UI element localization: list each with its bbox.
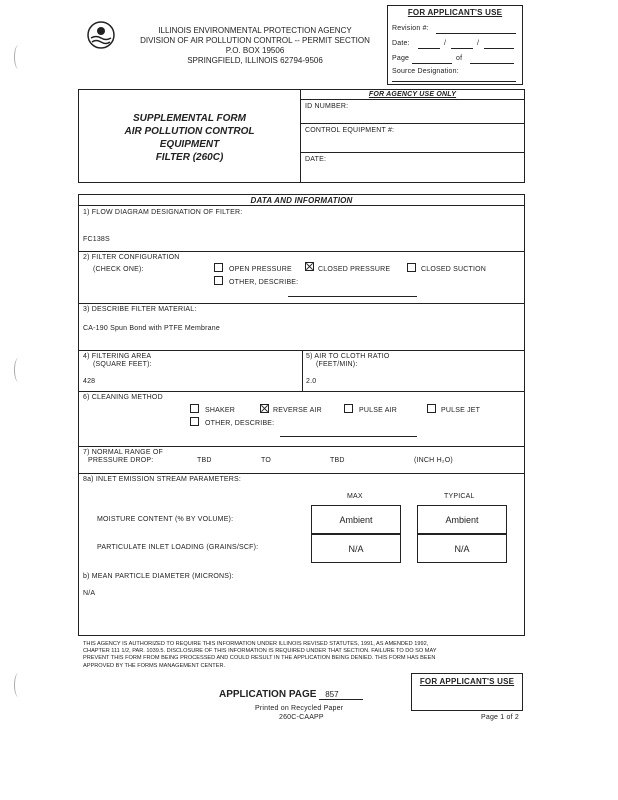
pulse-air-checkbox[interactable]: [344, 404, 353, 413]
shaker-checkbox[interactable]: [190, 404, 199, 413]
pulse-jet-label: PULSE JET: [441, 407, 481, 414]
divider: [302, 350, 303, 391]
q8b-label: b) MEAN PARTICLE DIAMETER (MICRONS):: [83, 573, 234, 580]
page-field[interactable]: [412, 63, 452, 64]
q5-value[interactable]: 2.0: [306, 378, 317, 385]
q2-label: 2) FILTER CONFIGURATION: [83, 254, 180, 261]
id-number-label: ID NUMBER:: [305, 103, 349, 110]
moisture-typical-field[interactable]: Ambient: [417, 505, 507, 534]
open-pressure-checkbox[interactable]: [214, 263, 223, 272]
control-equipment-label: CONTROL EQUIPMENT #:: [305, 127, 395, 134]
application-page-label: APPLICATION PAGE: [219, 689, 317, 700]
agency-line: DIVISION OF AIR POLLUTION CONTROL -- PERMIT SECTION: [140, 36, 370, 45]
moisture-label: MOISTURE CONTENT (% BY VOLUME):: [97, 516, 234, 523]
divider: [79, 303, 524, 304]
form-title: [79, 112, 300, 164]
typical-header: TYPICAL: [444, 493, 475, 500]
illinois-epa-logo: [86, 20, 116, 50]
punch-hole: [14, 45, 23, 69]
source-label: Source Designation:: [392, 68, 459, 75]
moisture-max-field[interactable]: Ambient: [311, 505, 401, 534]
pressure-to-label: TO: [261, 457, 271, 464]
divider: [301, 123, 524, 124]
application-page: [219, 689, 363, 700]
date-separator: /: [444, 40, 447, 47]
applicant-use-box: [387, 5, 523, 85]
punch-hole: [14, 358, 23, 382]
revision-label: Revision #:: [392, 25, 429, 32]
q1-value[interactable]: FC138S: [83, 236, 110, 243]
other-config-label: OTHER, DESCRIBE:: [229, 279, 299, 286]
other-config-field[interactable]: [288, 296, 417, 297]
recycled-note: Printed on Recycled Paper: [255, 705, 344, 712]
disclaimer-line: APPROVED BY THE FORMS MANAGEMENT CENTER.: [83, 662, 226, 669]
closed-pressure-checkbox[interactable]: [305, 262, 314, 271]
disclaimer-line: CHAPTER 111 1/2, PAR. 1039.5. DISCLOSURE OF THIS INFORMATION IS REQUIRED UNDER THAT SECTION. FAILURE TO DO SO MAY: [83, 648, 437, 655]
disclaimer: [83, 641, 523, 670]
applicant-use-title: FOR APPLICANT'S USE: [407, 8, 503, 17]
footer-applicant-title: FOR APPLICANT'S USE: [419, 677, 515, 686]
pressure-from-value[interactable]: TBD: [197, 457, 212, 464]
closed-suction-checkbox[interactable]: [407, 263, 416, 272]
closed-pressure-label: CLOSED PRESSURE: [318, 266, 391, 273]
section-title: DATA AND INFORMATION: [250, 196, 353, 205]
other-cleaning-label: OTHER, DESCRIBE:: [205, 420, 275, 427]
agency-use-header: [301, 90, 524, 99]
agency-use-title: FOR AGENCY USE ONLY: [368, 91, 457, 98]
q8a-label: 8a) INLET EMISSION STREAM PARAMETERS:: [83, 476, 242, 483]
pressure-to-value[interactable]: TBD: [330, 457, 345, 464]
q7-sub: PRESSURE DROP:: [88, 457, 154, 464]
punch-hole: [14, 673, 23, 697]
source-field[interactable]: [392, 81, 516, 82]
agency-line: SPRINGFIELD, ILLINOIS 62794-9506: [187, 56, 323, 65]
divider: [79, 391, 524, 392]
shaker-label: SHAKER: [205, 407, 235, 414]
other-cleaning-checkbox[interactable]: [190, 417, 199, 426]
q3-label: 3) DESCRIBE FILTER MATERIAL:: [83, 306, 197, 313]
title-block: [78, 89, 525, 183]
form-title-line: SUPPLEMENTAL FORM: [133, 113, 246, 124]
divider: [79, 446, 524, 447]
agency-line: P.O. BOX 19506: [225, 46, 285, 55]
particulate-label: PARTICULATE INLET LOADING (GRAINS/SCF):: [97, 544, 259, 551]
q6-label: 6) CLEANING METHOD: [83, 394, 163, 401]
date-year-field[interactable]: [484, 48, 514, 49]
q4-sub: (SQUARE FEET):: [93, 361, 152, 368]
divider: [79, 205, 524, 206]
date-month-field[interactable]: [418, 48, 440, 49]
of-label: of: [456, 55, 463, 62]
date-day-field[interactable]: [451, 48, 473, 49]
other-cleaning-field[interactable]: [280, 436, 417, 437]
q4-label: 4) FILTERING AREA: [83, 353, 152, 360]
reverse-air-label: REVERSE AIR: [273, 407, 322, 414]
disclaimer-line: PREVENT THIS FORM FROM BEING PROCESSED AND COULD RESULT IN THE APPLICATION BEING DENIED. THIS FORM HAS BEEN: [83, 655, 436, 662]
data-table: [78, 194, 525, 636]
particulate-typical-field[interactable]: N/A: [417, 534, 507, 563]
other-config-checkbox[interactable]: [214, 276, 223, 285]
agency-date-label: DATE:: [305, 156, 327, 163]
q1-label: 1) FLOW DIAGRAM DESIGNATION OF FILTER:: [83, 209, 243, 216]
date-separator: /: [477, 40, 480, 47]
agency-header: [120, 26, 390, 66]
divider: [301, 152, 524, 153]
form-title-line: FILTER (260C): [155, 152, 224, 163]
open-pressure-label: OPEN PRESSURE: [229, 266, 292, 273]
page-label: Page: [392, 55, 410, 62]
q5-label: 5) AIR TO CLOTH RATIO: [306, 353, 390, 360]
form-code: 260C-CAAPP: [279, 714, 324, 721]
reverse-air-checkbox[interactable]: [260, 404, 269, 413]
pressure-unit: (INCH H₂O): [414, 457, 453, 464]
application-page-value[interactable]: 857: [319, 690, 363, 700]
footer-applicant-box: [411, 673, 523, 711]
divider: [79, 473, 524, 474]
date-label: Date:: [392, 40, 410, 47]
form-title-line: EQUIPMENT: [159, 139, 220, 150]
divider: [79, 251, 524, 252]
divider: [300, 90, 301, 182]
pulse-jet-checkbox[interactable]: [427, 404, 436, 413]
q7-label: 7) NORMAL RANGE OF: [83, 449, 163, 456]
pulse-air-label: PULSE AIR: [359, 407, 397, 414]
agency-line: ILLINOIS ENVIRONMENTAL PROTECTION AGENCY: [158, 26, 352, 35]
max-header: MAX: [347, 493, 363, 500]
q2-sub: (CHECK ONE):: [93, 266, 144, 273]
form-title-line: AIR POLLUTION CONTROL: [124, 126, 255, 137]
page-of: Page 1 of 2: [481, 714, 520, 721]
divider: [301, 99, 524, 100]
revision-field[interactable]: [436, 33, 516, 34]
q3-value[interactable]: CA-190 Spun Bond with PTFE Membrane: [83, 325, 220, 332]
page-total-field[interactable]: [470, 63, 514, 64]
q5-sub: (FEET/MIN):: [316, 361, 358, 368]
disclaimer-line: THIS AGENCY IS AUTHORIZED TO REQUIRE THIS INFORMATION UNDER ILLINOIS REVISED STATUTES, 1991, AS AMENDED 1992,: [83, 641, 429, 647]
q8b-value[interactable]: N/A: [83, 590, 96, 597]
closed-suction-label: CLOSED SUCTION: [421, 266, 487, 273]
particulate-max-field[interactable]: N/A: [311, 534, 401, 563]
q4-value[interactable]: 428: [83, 378, 96, 385]
